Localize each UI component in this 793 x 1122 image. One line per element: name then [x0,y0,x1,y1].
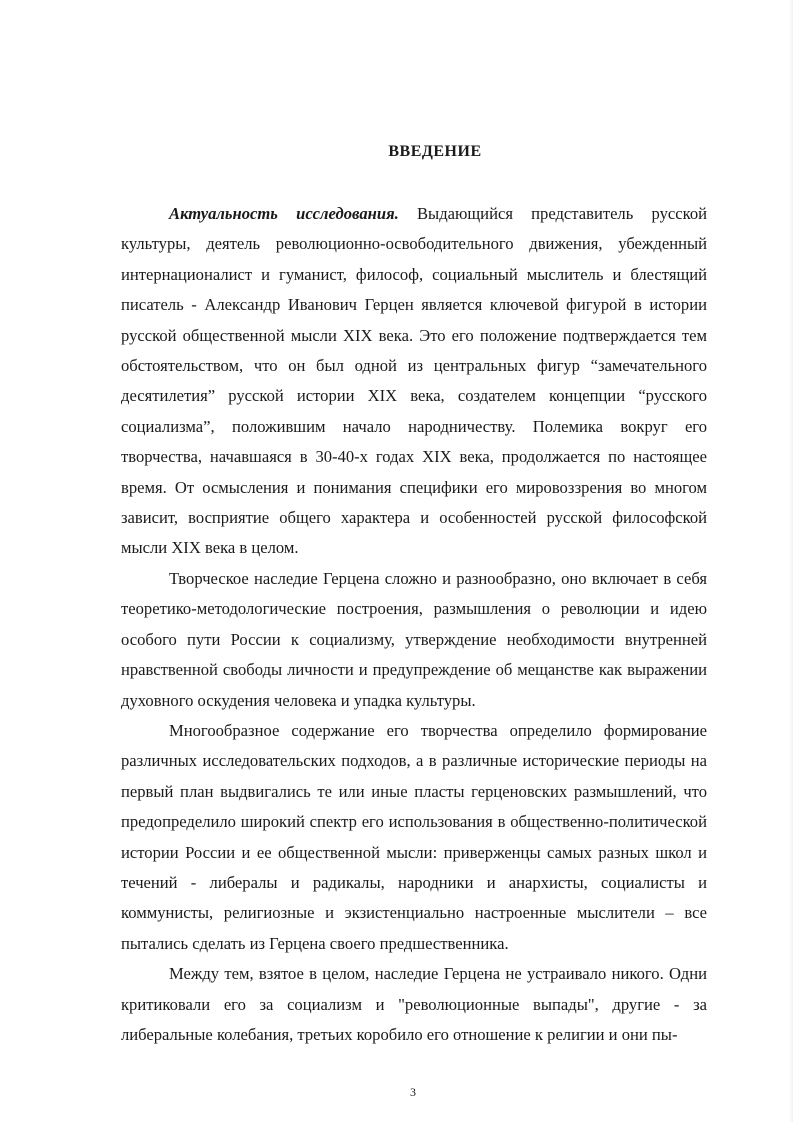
page-number: 3 [410,1085,416,1099]
paragraph-criticism: Между тем, взятое в целом, наследие Герцена не устраивало никого. Одни критиковали его за социализм и "революционные выпады", другие - за либеральные колебания, третьих коробило его отношение к религии и они пы- [121,964,707,1044]
paragraph-lead-in: Актуальность исследования. [169,204,399,223]
paragraph-approaches: Многообразное содержание его творчества определило формирование различных исследовательских подходов, а в различные исторические периоды на первый план выдвигались те или иные пласты герценовских размышлений, что предопределило широкий спектр его использования в общественно-политической истории России и ее общественной мысли: приверженцы самых разных школ и течений - либералы и радикалы, народники и анархисты, социалисты и коммунисты, религиозные и экзистенциально настроенные мыслители – все пытались сделать из Герцена своего предшественника. [121,720,707,953]
body-text [121,199,707,1050]
section-heading: ВВЕДЕНИЕ [388,143,482,160]
paragraph-heritage: Творческое наследие Герцена сложно и разнообразно, оно включает в себя теоретико-методологические построения, размышления о революции и идею особого пути России к социализму, утверждение необходимости внутренней нравственной свободы личности и предупреждение об мещанстве как выражении духовного оскудения человека и упадка культуры. [121,568,707,710]
paragraph-text: Выдающийся представитель русской культуры, деятель революционно-освободительного движения, убежденный интернационалист и гуманист, философ, социальный мыслитель и блестящий писатель - Александр Иванович Герцен является ключевой фигурой в истории русской общественной мысли XIX века. Это его положение подтверждается тем обстоятельством, что он был одной из центральных фигур “замечательного десятилетия” русской истории XIX века, создателем концепции “русского социализма”, положившим начало народничеству. Полемика вокруг его творчества, начавшаяся в 30-40-х годах XIX века, продолжается по настоящее время. От осмысления и понимания специфики его мировоззрения во многом зависит, восприятие общего характера и особенностей русской философской мысли XIX века в целом. [121,204,707,558]
paragraph-relevance [121,199,707,564]
scan-edge [789,0,793,1122]
